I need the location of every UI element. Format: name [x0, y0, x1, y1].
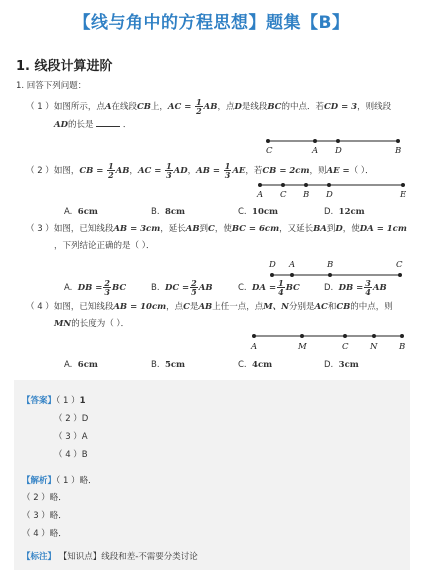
q2-label-d: D [326, 190, 333, 200]
answer-section: 【答案】（ 1 ）1 [22, 396, 86, 406]
question-intro: 1. 回答下列问题： [16, 81, 87, 91]
answer-item-4: （ 4 ）B [54, 450, 88, 460]
q1-text: （ 1 ）如图所示，点A在线段CB上，AC = $\frac{1}{2}$ AB，点D是线段BC的中点．若CD = 3，则线段 [26, 97, 392, 116]
answer-tag: 【答案】 [22, 396, 57, 406]
q2-label-c: C [280, 190, 287, 200]
q2-option-d[interactable]: D. 12cm [324, 207, 365, 217]
q1-label-d: D [335, 146, 342, 156]
q3-label-d: D [269, 260, 276, 270]
q2-label-e: E [400, 190, 407, 200]
q4-option-b[interactable]: B. 5cm [151, 360, 186, 370]
note-section: 【标注】 【知识点】线段和差-不需要分类讨论 [22, 552, 198, 562]
q4-label-b: B [399, 342, 406, 352]
analysis-section: 【解析】（ 1 ）略． [22, 476, 97, 486]
q3-option-b[interactable]: B. DC = $\frac{2}{5}$ AB [151, 278, 213, 297]
q3-option-a[interactable]: A. DB = $\frac{2}{3}$ BC [64, 278, 127, 297]
q3-option-d[interactable]: D. DB = $\frac{3}{4}$ AB [324, 278, 387, 297]
q4-option-c[interactable]: C. 4cm [238, 360, 273, 370]
q4-text-line2: MN的长度为（ ）． [54, 319, 130, 329]
q1-segment-figure [268, 136, 402, 156]
answer-item-3: （ 3 ）A [54, 432, 88, 442]
q1-label-b: B [395, 146, 402, 156]
q3-label-b: B [327, 260, 334, 270]
note-tag: 【标注】 [22, 552, 57, 562]
q2-option-c[interactable]: C. 10cm [238, 207, 279, 217]
q4-option-a[interactable]: A. 6cm [64, 360, 98, 370]
answer-blank [96, 118, 120, 127]
q1-label-a: A [312, 146, 319, 156]
q4-label-m: M [298, 342, 307, 352]
q4-label-a: A [251, 342, 258, 352]
answer-item-2: （ 2 ）D [54, 414, 89, 424]
analysis-tag: 【解析】 [22, 476, 57, 486]
page-title: 【线与角中的方程思想】题集【B】 [73, 13, 350, 33]
q2-option-a[interactable]: A. 6cm [64, 207, 98, 217]
q2-option-b[interactable]: B. 8cm [151, 207, 186, 217]
q2-label-a: A [257, 190, 264, 200]
analysis-item-4: （ 4 ）略． [22, 529, 67, 539]
q3-label-a: A [289, 260, 296, 270]
q4-option-d[interactable]: D. 3cm [324, 360, 359, 370]
q3-text: （ 3 ）如图，已知线段AB = 3cm，延长AB到C，使BC = 6cm，又延长BA到D，使DA = 1cm [26, 224, 407, 234]
q1-text-line2: AD的长是 ． [54, 120, 132, 130]
q4-label-c: C [342, 342, 349, 352]
section-heading: 1. 线段计算进阶 [16, 59, 113, 74]
q3-label-c: C [396, 260, 403, 270]
analysis-item-2: （ 2 ）略． [22, 493, 67, 503]
q3-option-c[interactable]: C. DA = $\frac{1}{4}$ BC [238, 278, 300, 297]
q1-fraction: $\frac{1}{2}$ [196, 97, 202, 116]
q1-label-c: C [266, 146, 273, 156]
q4-segment-figure [251, 331, 406, 353]
q2-label-b: B [303, 190, 310, 200]
analysis-item-3: （ 3 ）略． [22, 511, 67, 521]
q3-segment-figure [269, 258, 406, 280]
q3-text-line2: ，下列结论正确的是（ ）． [54, 241, 155, 251]
q4-label-n: N [370, 342, 378, 352]
q2-segment-figure [257, 180, 408, 200]
q4-text: （ 4 ）如图，已知线段AB = 10cm，点C是AB上任一点，点M、N分别是AC和CB的中点，则 [26, 302, 393, 312]
q2-text: （ 2 ）如图，CB = $\frac{1}{2}$ AB，AC = $\frac{1}{3}$ AD，AB = $\frac{1}{3}$ AE，若CB = 2cm，则AE =（ ）． [26, 161, 374, 180]
